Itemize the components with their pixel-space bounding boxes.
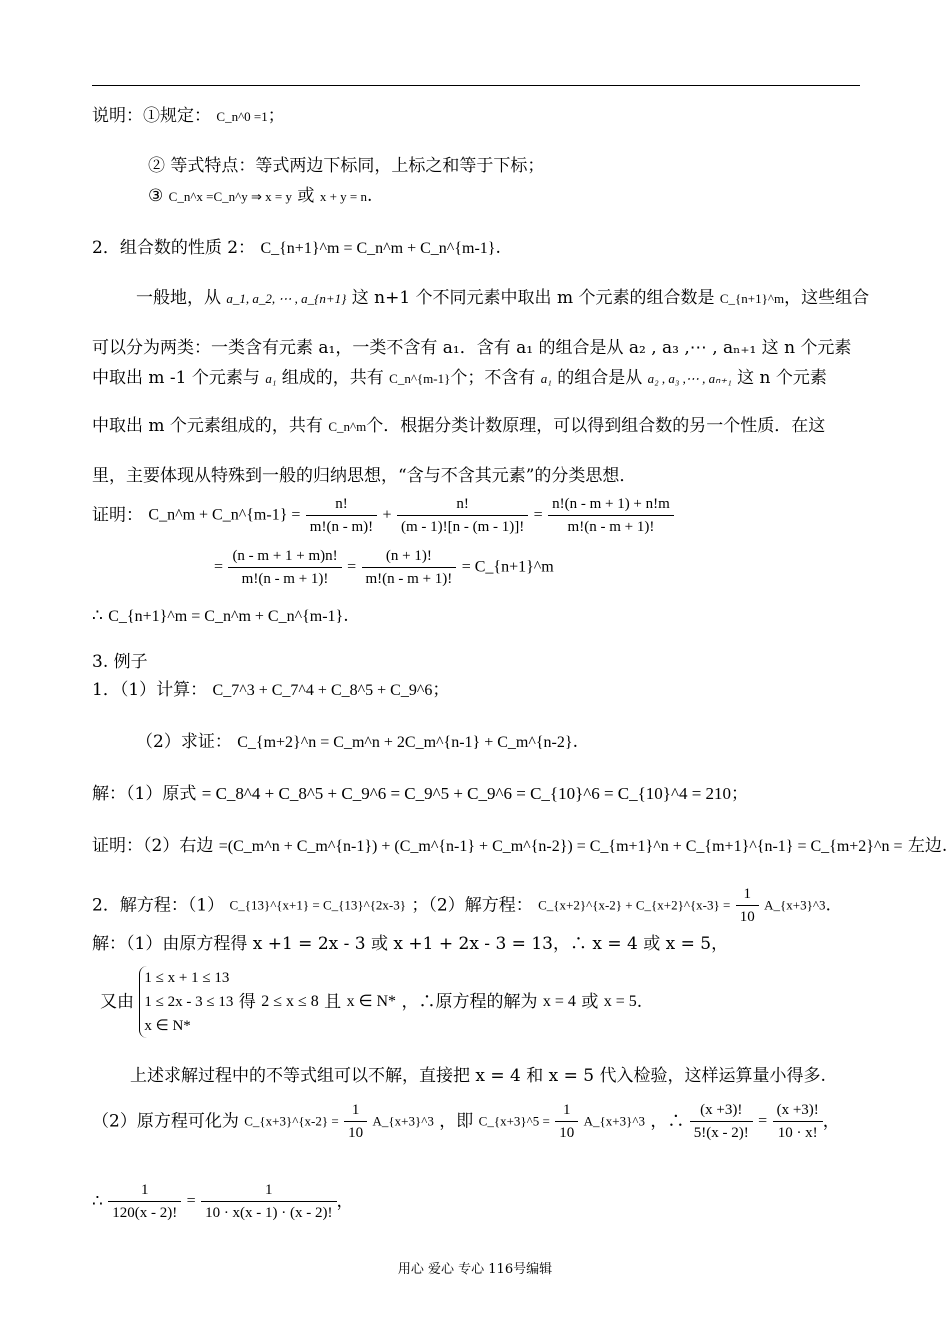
system-row2: 1 ≤ 2x - 3 ≤ 13 (144, 994, 234, 1010)
proof-frac4 (228, 546, 341, 589)
ex2b-mid: ，即 (439, 1111, 474, 1132)
ex2b-frac1-num: 1 (344, 1100, 367, 1122)
proof-frac5-den: m!(n - m + 1)! (365, 571, 453, 587)
ex1b-label: （2）求证： (136, 732, 232, 752)
last-frac1-den: 120(x - 2)! (112, 1205, 178, 1221)
para4-b: C_n^m (328, 419, 367, 434)
proof-frac5 (362, 546, 457, 589)
explanation-label: 说明： (92, 106, 143, 126)
sol1-line (92, 782, 858, 806)
system-solution1: x = 4 (542, 993, 576, 1010)
rule3-end: . (367, 186, 373, 206)
ex1b-end: . (572, 732, 578, 752)
proof2-line (92, 834, 948, 859)
last-frac2-den: 10 · x(x - 1) · (x - 2)! (205, 1205, 333, 1221)
sol1-label: 解：（1）原式 (92, 784, 197, 804)
proof-frac2 (397, 494, 528, 537)
proof-eq2: = (214, 558, 224, 576)
rule3-formula2: x + y = n (319, 189, 367, 204)
note-text: 上述求解过程中的不等式组可以不解，直接把 x = 4 和 x = 5 代入检验，这样运算量小得多. (130, 1066, 826, 1086)
proof-frac2-den: (m - 1)![n - (m - 1)]! (400, 519, 525, 535)
rule2-line (148, 154, 858, 178)
system-set: x ∈ N* (346, 993, 397, 1010)
system-range: 2 ≤ x ≤ 8 (261, 993, 319, 1010)
ex2b-end: ， (822, 1111, 840, 1132)
note-line (130, 1064, 858, 1088)
last-frac1 (108, 1180, 181, 1223)
rule3-or: 或 (297, 186, 315, 206)
para4-c: 个．根据分类计数原理，可以得到组合数的另一个性质．在这 (366, 416, 826, 436)
para1-d: ，这些组合 (784, 288, 870, 308)
ex2-formula1: C_{13}^{x+1} = C_{13}^{2x-3} (229, 897, 406, 913)
ex2b-frac4-den: 10 · x! (777, 1125, 818, 1141)
proof-label: 证明： (92, 505, 143, 526)
system-prefix: 又由 (100, 992, 134, 1012)
para3-b: a₁ (265, 371, 277, 386)
ex2-mid: ；（2）解方程： (411, 895, 533, 916)
ex2b-frac4 (773, 1100, 823, 1143)
examples-title (92, 650, 858, 674)
para5 (92, 464, 858, 488)
proof-frac4-den: m!(n - m + 1)! (241, 571, 329, 587)
para3-h: a₂ , a₃ ,⋯ , aₙ₊₁ (647, 371, 732, 386)
ex2-frac-num: 1 (736, 884, 759, 906)
examples-title-text: 3. 例子 (92, 652, 148, 672)
ex1-end: ； (432, 680, 450, 700)
ex2b-formula2: C_{x+3}^5 = (478, 1113, 550, 1129)
para2-text: 可以分为两类：一类含有元素 a₁，一类不含有 a₁．含有 a₁ 的组合是从 a₂ , a₃ ,⋯ , aₙ₊₁ 这 n 个元素 (92, 338, 852, 358)
ex2b-formula1: C_{x+3}^{x-2} = (244, 1113, 339, 1129)
ex2b-formula1-tail: A_{x+3}^3 (372, 1113, 434, 1129)
ex2b-frac3-num: (x +3)! (690, 1100, 753, 1122)
last-line (92, 1180, 858, 1234)
last-frac2-num: 1 (201, 1180, 336, 1202)
last-eq: = (186, 1192, 196, 1210)
rule3-formula: C_n^x =C_n^y ⇒ x = y (168, 189, 293, 204)
rule1-end: ； (267, 106, 285, 126)
ex2b-frac3 (690, 1100, 753, 1143)
system-end: . (636, 992, 643, 1012)
ex2b-frac2-num: 1 (555, 1100, 578, 1122)
proof-frac2-num: n! (397, 494, 528, 516)
proof-lhs: C_n^m + C_n^{m-1} = (148, 506, 301, 524)
para1-c: C_{n+1}^m (719, 291, 785, 306)
ex1-label: 1．（1）计算： (92, 680, 208, 700)
ex2b-frac1 (344, 1100, 367, 1143)
ex2b-frac4-num: (x +3)! (773, 1100, 823, 1122)
para3-c: 组成的，共有 (281, 368, 384, 388)
sol1-end: ； (731, 784, 749, 804)
system-solution-label: ，∴原方程的解为 (401, 992, 538, 1012)
proof-frac3 (548, 494, 674, 537)
prop2-line (92, 236, 858, 261)
ex2b-formula2-tail: A_{x+3}^3 (583, 1113, 645, 1129)
rule2-text: ② 等式特点：等式两边下标同，上标之和等于下标； (148, 156, 545, 176)
proof-line2 (214, 546, 858, 596)
therefore-sign: ∴ (92, 606, 103, 626)
proof2-label: 证明：（2）右边 (92, 836, 214, 856)
proof-frac4-num: (n - m + 1 + m)n! (228, 546, 341, 568)
para3-e: 个；不含有 (450, 368, 536, 388)
ex2-label: 2．解方程：（1） (92, 895, 225, 916)
rule3-line (148, 184, 858, 209)
ex2-line (92, 884, 858, 930)
para1-b: 这 n+1 个不同元素中取出 m 个元素的组合数是 (351, 288, 715, 308)
ex2b-frac3-den: 5!(x - 2)! (693, 1125, 749, 1141)
last-frac2 (201, 1180, 336, 1223)
ex1b-line (136, 730, 858, 755)
ex1-formula: C_7^3 + C_7^4 + C_8^5 + C_9^6 (212, 682, 433, 699)
proof-frac5-num: (n + 1)! (362, 546, 457, 568)
ex2b-label: （2）原方程可化为 (92, 1111, 239, 1132)
proof-plus: + (382, 506, 392, 524)
para3-f: a₁ (540, 371, 552, 386)
last-therefore: ∴ (92, 1191, 103, 1212)
para2 (92, 336, 858, 360)
prop2-title: 2．组合数的性质 2： (92, 238, 256, 258)
system-solution2: x = 5 (603, 993, 637, 1010)
system-row1: 1 ≤ x + 1 ≤ 13 (144, 970, 230, 986)
page-footer: 用心 爱心 专心 116号编辑 (397, 1262, 553, 1277)
para1-a: 一般地，从 (136, 288, 221, 308)
ex2-frac (736, 884, 759, 927)
last-frac1-num: 1 (108, 1180, 181, 1202)
para4-a: 中取出 m 个元素组成的，共有 (92, 416, 323, 436)
prop2-formula: C_{n+1}^m = C_n^m + C_n^{m-1} (260, 240, 496, 257)
para3-g: 的组合是从 (557, 368, 643, 388)
ex2-end: . (825, 895, 831, 916)
ex2b-eq: = (758, 1112, 768, 1130)
rule1-formula: C_n^0 =1 (216, 109, 268, 124)
proof-frac1-num: n! (306, 494, 377, 516)
para5-text: 里，主要体现从特殊到一般的归纳思想，“含与不含其元素”的分类思想． (92, 466, 637, 486)
para3-i: 这 n 个元素 (737, 368, 827, 388)
para3-d: C_n^{m-1} (389, 371, 451, 386)
system-or: 或 (581, 992, 599, 1012)
conclusion-formula: C_{n+1}^m = C_n^m + C_n^{m-1} (108, 608, 344, 625)
conclusion-line (92, 604, 858, 629)
ex1b-formula: C_{m+2}^n = C_m^n + 2C_m^{n-1} + C_m^{n-2} (237, 734, 573, 751)
header-rule (92, 85, 860, 86)
para3 (92, 366, 858, 391)
ex2b-frac1-den: 10 (348, 1125, 364, 1141)
system-and: 且 (324, 992, 342, 1012)
ex2b-mid2: ，∴ (650, 1111, 685, 1132)
para4 (92, 414, 858, 439)
para1-seq: a_1, a_2, ⋯ , a_{n+1} (226, 291, 347, 306)
conclusion-end: . (343, 606, 349, 626)
rule1-label: ①规定： (143, 106, 211, 126)
explanation-line (92, 104, 858, 129)
system-line (100, 966, 858, 1050)
ex2b-line (92, 1100, 858, 1154)
system-de: 得 (238, 992, 256, 1012)
proof-eq3: = (347, 558, 357, 576)
rule3-mark: ③ (148, 186, 164, 206)
proof-eq1: = (533, 506, 543, 524)
para3-a: 中取出 m -1 个元素与 (92, 368, 260, 388)
sol2-line (92, 932, 858, 956)
prop2-end: . (495, 238, 501, 258)
proof-result: = C_{n+1}^m (461, 558, 554, 576)
ex2-formula2-tail: A_{x+3}^3 (764, 897, 826, 913)
para1 (136, 286, 870, 311)
proof2-formula: =(C_m^n + C_m^{n-1}) + (C_m^{n-1} + C_m^{n-2}) = C_{m+1}^n + C_{m+1}^{n-1} = C_{m+2}^n = (218, 838, 903, 855)
ex2-frac-den: 10 (739, 909, 755, 925)
sol1-formula: = C_8^4 + C_8^5 + C_9^6 = C_9^5 + C_9^6 = C_{10}^6 = C_{10}^4 = 210 (201, 784, 732, 803)
inequality-system (139, 966, 233, 1038)
ex2b-frac2 (555, 1100, 578, 1143)
proof-frac3-den: m!(n - m + 1)! (567, 519, 655, 535)
ex2-formula2: C_{x+2}^{x-2} + C_{x+2}^{x-3} = (538, 897, 731, 913)
sol2-text: 解：（1）由原方程得 x +1 = 2x - 3 或 x +1 + 2x - 3 = 13，∴ x = 4 或 x = 5， (92, 934, 729, 954)
last-end: ， (336, 1191, 354, 1212)
proof-frac3-num: n!(n - m + 1) + n!m (548, 494, 674, 516)
ex2b-frac2-den: 10 (559, 1125, 575, 1141)
proof-frac1-den: m!(n - m)! (309, 519, 374, 535)
system-row3: x ∈ N* (144, 1018, 191, 1034)
proof-frac1 (306, 494, 377, 537)
proof2-end: 左边. (907, 836, 948, 856)
proof-line1 (92, 494, 858, 544)
ex1-line (92, 678, 858, 703)
